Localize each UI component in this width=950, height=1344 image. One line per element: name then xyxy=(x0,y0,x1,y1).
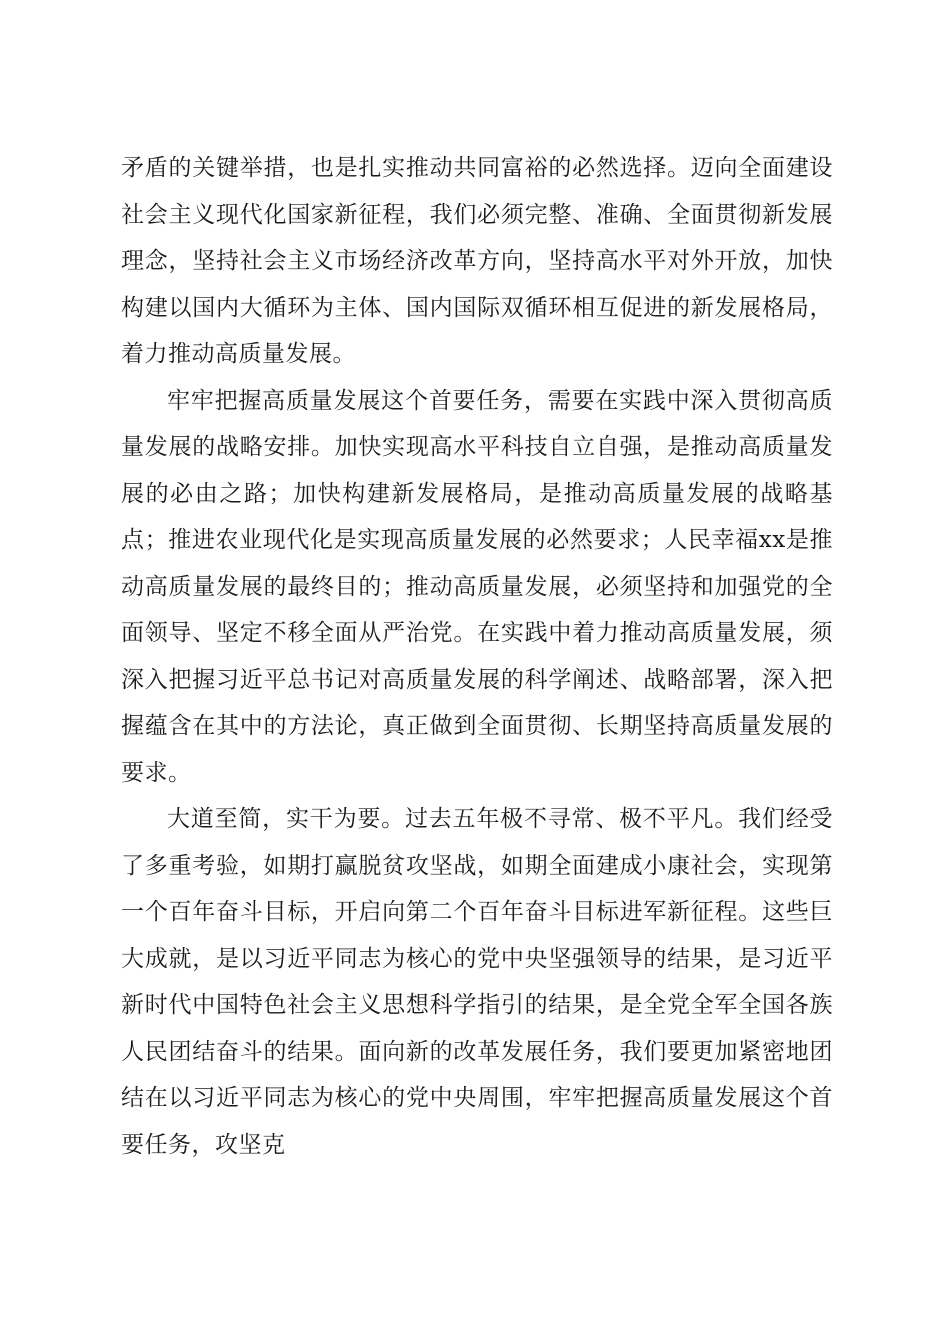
paragraph-3: 大道至简，实干为要。过去五年极不寻常、极不平凡。我们经受了多重考验，如期打赢脱贫攻坚战，如期全面建成小康社会，实现第一个百年奋斗目标，开启向第二个百年奋斗目标进军新征程。这些巨大成就，是以习近平同志为核心的党中央坚强领导的结果，是习近平新时代中国特色社会主义思想科学指引的结果，是全党全军全国各族人民团结奋斗的结果。面向新的改革发展任务，我们要更加紧密地团结在以习近平同志为核心的党中央周围，牢牢把握高质量发展这个首要任务，攻坚克 xyxy=(121,806,833,1158)
paragraph-2: 牢牢把握高质量发展这个首要任务，需要在实践中深入贯彻高质量发展的战略安排。加快实现高水平科技自立自强，是推动高质量发展的必由之路；加快构建新发展格局，是推动高质量发展的战略基点；推进农业现代化是实现高质量发展的必然要求；人民幸福xx是推动高质量发展的最终目的；推动高质量发展，必须坚持和加强党的全面领导、坚定不移全面从严治党。在实践中着力推动高质量发展，须深入把握习近平总书记对高质量发展的科学阐述、战略部署，深入把握蕴含在其中的方法论，真正做到全面贯彻、长期坚持高质量发展的要求。 xyxy=(121,387,833,786)
paragraph-1: 矛盾的关键举措，也是扎实推动共同富裕的必然选择。迈向全面建设社会主义现代化国家新征程，我们必须完整、准确、全面贯彻新发展理念，坚持社会主义市场经济改革方向，坚持高水平对外开放，加快构建以国内大循环为主体、国内国际双循环相互促进的新发展格局，着力推动高质量发展。 xyxy=(121,155,833,367)
document-body xyxy=(121,145,833,1168)
